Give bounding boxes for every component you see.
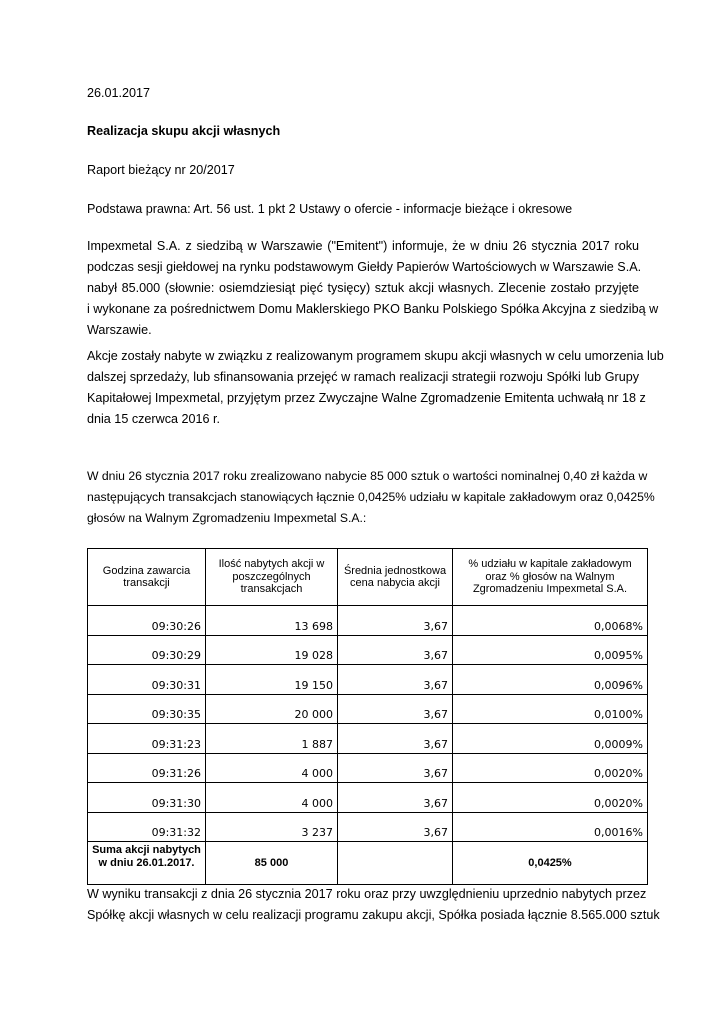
transactions-table	[87, 548, 648, 885]
cell-quantity: 20 000	[206, 694, 338, 724]
header-avg-price: Średnia jednostkowa cena nabycia akcji	[338, 549, 453, 606]
cell-percent: 0,0009%	[453, 724, 648, 754]
table-summary-row	[88, 842, 648, 885]
table-row	[88, 694, 648, 724]
table-row	[88, 812, 648, 842]
paragraph-line: dnia 15 czerwca 2016 r.	[87, 412, 221, 426]
cell-percent: 0,0096%	[453, 665, 648, 695]
report-title: Realizacja skupu akcji własnych	[87, 124, 281, 138]
cell-time: 09:30:26	[88, 606, 206, 636]
cell-quantity: 13 698	[206, 606, 338, 636]
cell-time: 09:31:30	[88, 783, 206, 813]
cell-quantity: 19 150	[206, 665, 338, 695]
cell-quantity: 19 028	[206, 635, 338, 665]
cell-time: 09:31:32	[88, 812, 206, 842]
report-number: Raport bieżący nr 20/2017	[87, 163, 235, 177]
cell-percent: 0,0020%	[453, 753, 648, 783]
cell-time: 09:31:26	[88, 753, 206, 783]
summary-percent: 0,0425%	[453, 842, 648, 885]
paragraph-line: Kapitałowej Impexmetal, przyjętym przez Zwyczajne Walne Zgromadzenie Emitenta uchwałą nr 18 z	[87, 391, 646, 405]
cell-price: 3,67	[338, 635, 453, 665]
table-row	[88, 635, 648, 665]
paragraph-line: Spółkę akcji własnych w celu realizacji programu zakupu akcji, Spółka posiada łącznie 8.565.000 sztuk	[87, 908, 660, 922]
cell-quantity: 4 000	[206, 783, 338, 813]
header-time: Godzina zawarcia transakcji	[88, 549, 206, 606]
summary-label: Suma akcji nabytych w dniu 26.01.2017.	[88, 842, 206, 885]
cell-price: 3,67	[338, 665, 453, 695]
legal-basis: Podstawa prawna: Art. 56 ust. 1 pkt 2 Ustawy o ofercie - informacje bieżące i okresowe	[87, 202, 573, 216]
table-header-row	[88, 549, 648, 606]
cell-percent: 0,0100%	[453, 694, 648, 724]
table-row	[88, 606, 648, 636]
cell-time: 09:30:29	[88, 635, 206, 665]
table-row	[88, 753, 648, 783]
cell-price: 3,67	[338, 606, 453, 636]
table-row	[88, 724, 648, 754]
paragraph-program-info	[87, 346, 664, 430]
cell-time: 09:30:31	[88, 665, 206, 695]
cell-quantity: 4 000	[206, 753, 338, 783]
paragraph-holdings	[87, 884, 660, 926]
table-row	[88, 783, 648, 813]
cell-price: 3,67	[338, 753, 453, 783]
paragraph-transactions-intro	[87, 466, 655, 529]
paragraph-line: Akcje zostały nabyte w związku z realizowanym programem skupu akcji własnych w celu umorzenia lub	[87, 349, 664, 363]
paragraph-line: Impexmetal S.A. z siedzibą w Warszawie ("Emitent") informuje, że w dniu 26 stycznia 2017 roku	[87, 239, 639, 253]
paragraph-line: następujących transakcjach stanowiących łącznie 0,0425% udziału w kapitale zakładowym oraz 0,0425%	[87, 490, 655, 504]
paragraph-line: i wykonane za pośrednictwem Domu Maklerskiego PKO Banku Polskiego Spółka Akcyjna z siedzibą w	[87, 302, 659, 316]
cell-price: 3,67	[338, 724, 453, 754]
paragraph-line: Warszawie.	[87, 323, 152, 337]
paragraph-line: dalszej sprzedaży, lub sfinansowania przejęć w ramach realizacji strategii rozwoju Spółki lub Grupy	[87, 370, 639, 384]
cell-percent: 0,0095%	[453, 635, 648, 665]
cell-time: 09:30:35	[88, 694, 206, 724]
cell-quantity: 1 887	[206, 724, 338, 754]
paragraph-line: W dniu 26 stycznia 2017 roku zrealizowano nabycie 85 000 sztuk o wartości nominalnej 0,40 zł każda w	[87, 469, 648, 483]
cell-percent: 0,0016%	[453, 812, 648, 842]
paragraph-line: głosów na Walnym Zgromadzeniu Impexmetal S.A.:	[87, 511, 367, 525]
cell-time: 09:31:23	[88, 724, 206, 754]
header-share-percent: % udziału w kapitale zakładowym oraz % głosów na Walnym Zgromadzeniu Impexmetal S.A.	[453, 549, 648, 606]
header-quantity: Ilość nabytych akcji w poszczególnych transakcjach	[206, 549, 338, 606]
summary-quantity: 85 000	[206, 842, 338, 885]
cell-price: 3,67	[338, 783, 453, 813]
table-row	[88, 665, 648, 695]
cell-price: 3,67	[338, 812, 453, 842]
paragraph-purchase-info	[87, 236, 659, 341]
paragraph-line: podczas sesji giełdowej na rynku podstawowym Giełdy Papierów Wartościowych w Warszawie S.A.	[87, 260, 642, 274]
cell-percent: 0,0068%	[453, 606, 648, 636]
cell-price: 3,67	[338, 694, 453, 724]
report-date: 26.01.2017	[87, 86, 151, 100]
summary-price	[338, 842, 453, 885]
cell-quantity: 3 237	[206, 812, 338, 842]
paragraph-line: W wyniku transakcji z dnia 26 stycznia 2017 roku oraz przy uwzględnieniu uprzednio nabytych przez	[87, 887, 647, 901]
paragraph-line: nabył 85.000 (słownie: osiemdziesiąt pięć tysięcy) sztuk akcji własnych. Zlecenie zostało przyjęte	[87, 281, 639, 295]
cell-percent: 0,0020%	[453, 783, 648, 813]
